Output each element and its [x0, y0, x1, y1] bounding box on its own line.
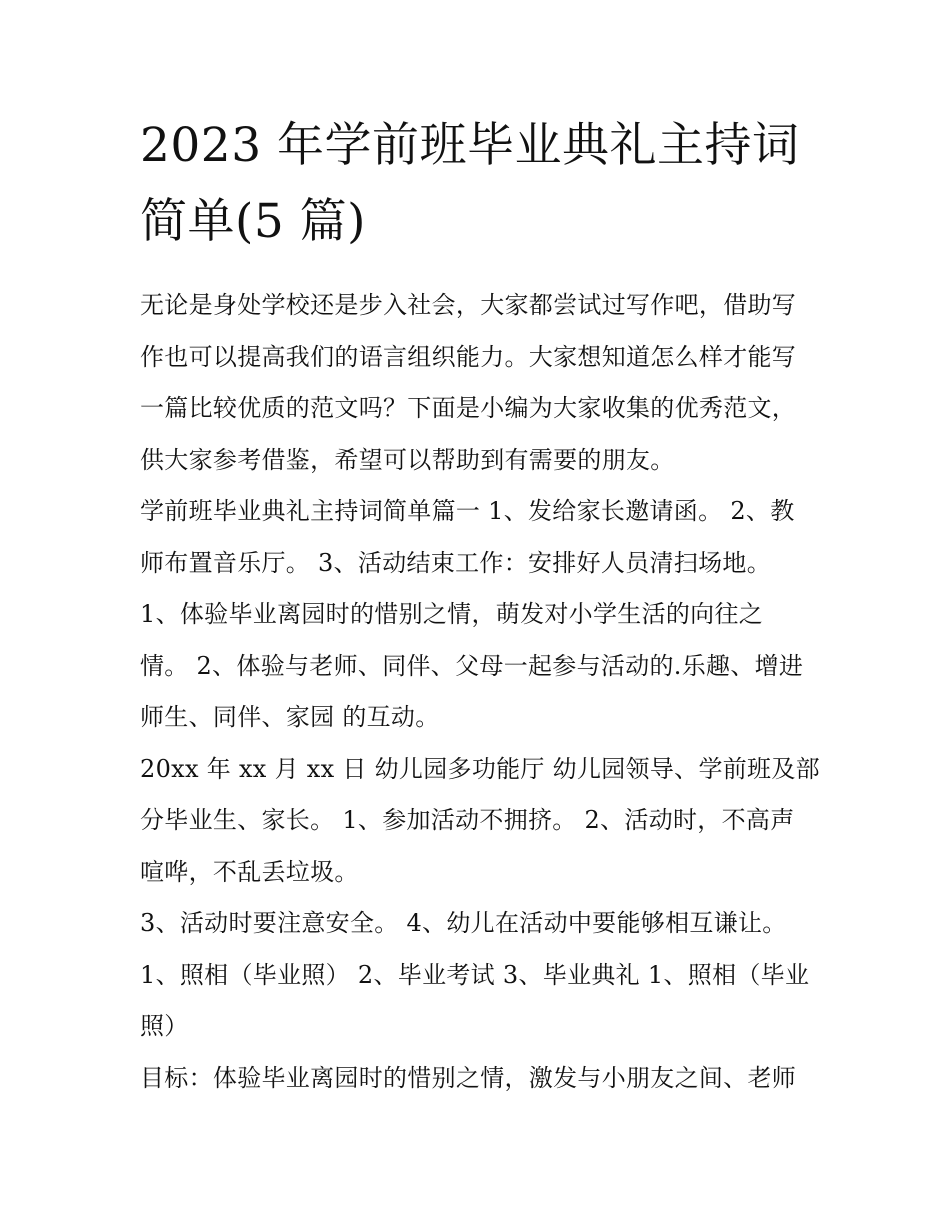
- document-body: [140, 280, 820, 1104]
- text-line: 师生、同伴、家园 的互动。: [140, 703, 440, 731]
- document-content: [140, 108, 820, 1104]
- text-line: 学前班毕业典礼主持词简单篇一 1、发给家长邀请函。 2、教: [140, 497, 795, 525]
- text-line: 照）: [140, 1012, 189, 1040]
- text-line: 师布置音乐厅。 3、活动结束工作：安排好人员清扫场地。: [140, 548, 771, 577]
- paragraph-goals: [140, 589, 812, 744]
- paragraph-intro: [140, 280, 812, 486]
- title-line-2: 简单(5 篇): [140, 194, 367, 249]
- text-line: 20xx 年 xx 月 xx 日 幼儿园多功能厅 幼儿园领导、学前班及部: [140, 754, 820, 783]
- document-title: [140, 108, 812, 260]
- text-line: 无论是身处学校还是步入社会，大家都尝试过写作吧，借助写: [140, 291, 797, 319]
- text-line: 目标：体验毕业离园时的惜别之情，激发与小朋友之间、老师: [140, 1063, 797, 1092]
- text-line: 喧哗，不乱丢垃圾。: [140, 857, 359, 886]
- text-line: 1、体验毕业离园时的惜别之情，萌发对小学生活的向往之: [140, 600, 764, 628]
- paragraph-safety: [140, 898, 812, 950]
- text-line: 一篇比较优质的范文吗？下面是小编为大家收集的优秀范文，: [140, 394, 797, 422]
- paragraph-section-1: [140, 486, 812, 589]
- text-line: 供大家参考借鉴，希望可以帮助到有需要的朋友。: [140, 445, 675, 474]
- text-line: 3、活动时要注意安全。 4、幼儿在活动中要能够相互谦让。: [140, 909, 787, 937]
- text-line: 1、照相（毕业照） 2、毕业考试 3、毕业典礼 1、照相（毕业: [140, 960, 810, 989]
- text-line: 情。 2、体验与老师、同伴、父母一起参与活动的.乐趣、增进: [140, 651, 804, 680]
- paragraph-activities: [140, 950, 812, 1053]
- paragraph-objective: [140, 1053, 812, 1105]
- paragraph-time-place: [140, 744, 820, 899]
- text-line: 作也可以提高我们的语言组织能力。大家想知道怎么样才能写: [140, 342, 797, 371]
- text-line: 分毕业生、家长。 1、参加活动不拥挤。 2、活动时，不高声: [140, 806, 795, 834]
- title-line-1: 2023 年学前班毕业典礼主持词: [140, 118, 800, 173]
